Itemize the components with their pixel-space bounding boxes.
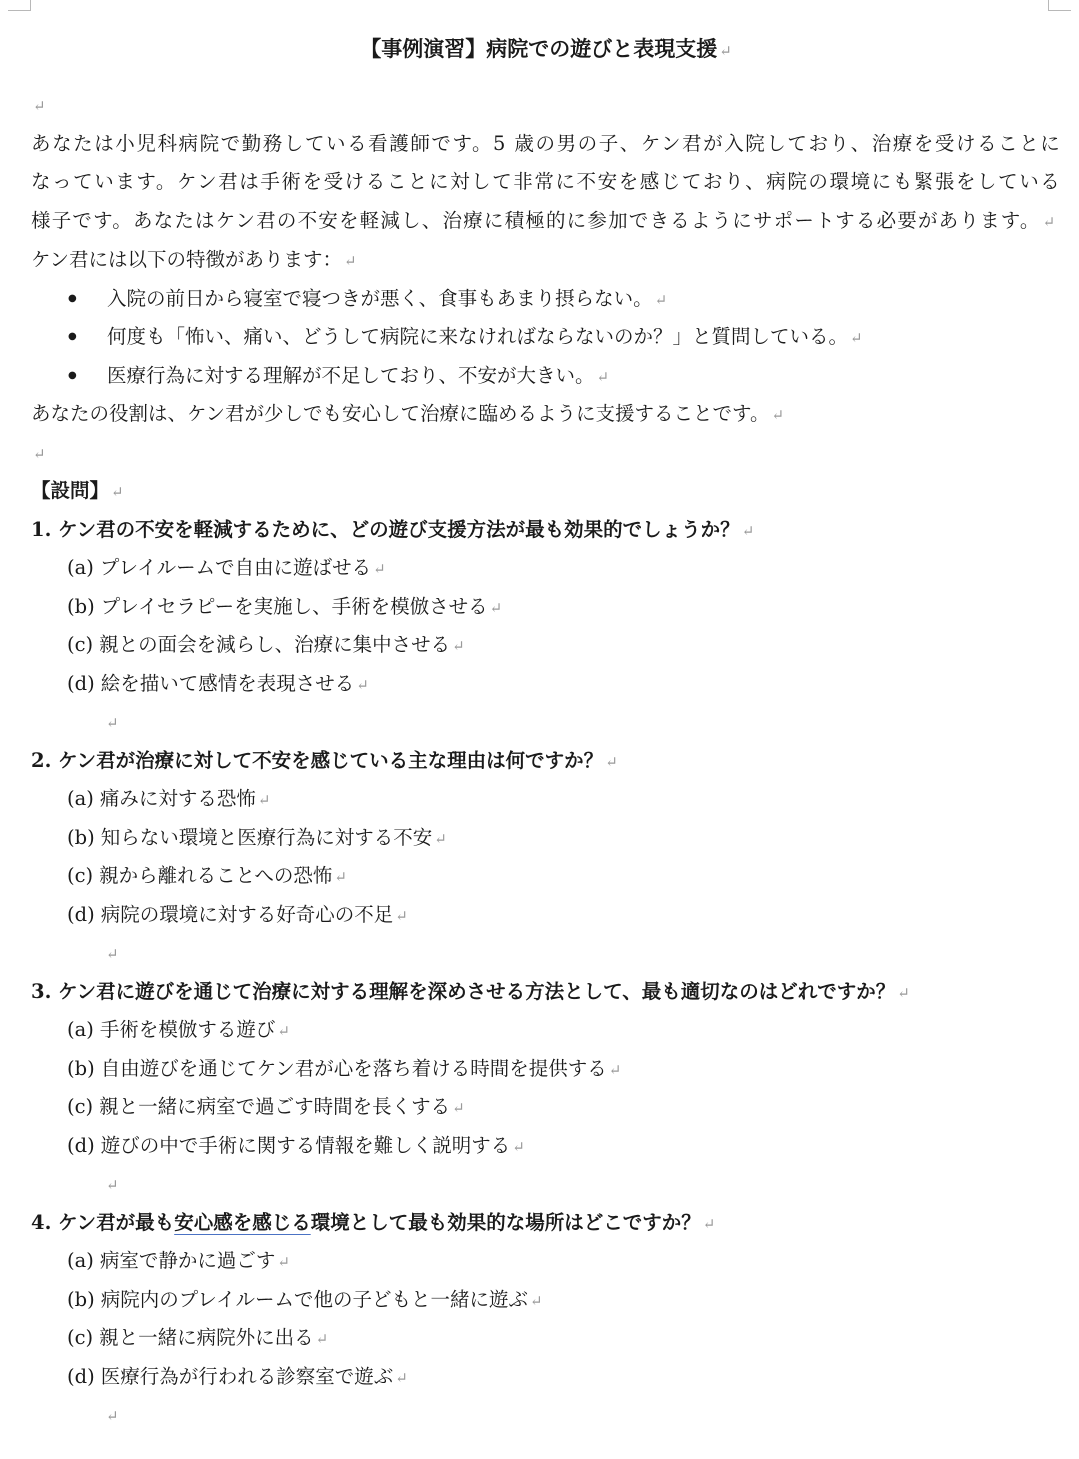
paragraph-mark-icon: ↵ [33, 444, 46, 463]
paragraph-mark-icon: ↵ [608, 1060, 622, 1079]
question-3-option-b: (b) 自由遊びを通じてケン君が心を落ち着ける時間を提供する ↵ [67, 1056, 622, 1080]
document-page [31, 28, 1061, 1435]
paragraph-mark-icon: ↵ [596, 367, 610, 386]
paragraph-mark-icon: ↵ [529, 1291, 543, 1310]
paragraph-mark-icon: ↵ [1042, 212, 1057, 231]
paragraph-mark-icon: ↵ [512, 1137, 525, 1156]
paragraph-mark-icon: ↵ [395, 906, 408, 925]
question-3-option-a: (a) 手術を模倣する遊び ↵ [67, 1018, 290, 1041]
empty-paragraph [31, 1165, 1061, 1204]
list-item: ● 医療行為に対する理解が不足しており、不安が大きい。 ↵ [31, 357, 1061, 396]
question-1: 1. ケン君の不安を軽減するために、どの遊び支援方法が最も効果的でしょうか？ ↵ [31, 517, 755, 541]
question-1-option-c: (c) 親との面会を減らし、治療に集中させる ↵ [67, 633, 465, 656]
question-2-option-d: (d) 病院の環境に対する好奇心の不足 ↵ [67, 902, 408, 926]
list-item: ● 入院の前日から寝室で寝つきが悪く、食事もあまり摂らない。 ↵ [31, 280, 1061, 319]
page-corner-mark-right [1048, 0, 1071, 11]
paragraph-mark-icon: ↵ [741, 521, 755, 540]
paragraph-mark-icon: ↵ [106, 714, 119, 732]
question-2: 2. ケン君が治療に対して不安を感じている主な理由は何ですか？ ↵ [31, 748, 618, 772]
paragraph-mark-icon: ↵ [334, 868, 347, 886]
paragraph-mark-icon: ↵ [489, 598, 503, 617]
page-corner-mark-left [8, 0, 31, 11]
empty-paragraph [31, 86, 1061, 125]
question-3-option-d: (d) 遊びの中で手術に関する情報を難しく説明する ↵ [67, 1133, 525, 1157]
question-4-option-d: (d) 医療行為が行われる診察室で遊ぶ ↵ [67, 1364, 408, 1388]
paragraph-mark-icon: ↵ [434, 829, 447, 848]
paragraph-mark-icon: ↵ [344, 252, 357, 270]
paragraph-mark-icon: ↵ [373, 560, 386, 578]
paragraph-mark-icon: ↵ [356, 675, 369, 694]
paragraph-mark-icon: ↵ [277, 1022, 290, 1040]
section-heading: 【設問】 ↵ [31, 479, 124, 502]
empty-paragraph [31, 934, 1061, 973]
question-2-option-b: (b) 知らない環境と医療行為に対する不安 ↵ [67, 825, 447, 849]
paragraph-mark-icon: ↵ [315, 1330, 329, 1348]
paragraph-mark-icon: ↵ [771, 406, 785, 424]
paragraph-mark-icon: ↵ [452, 1099, 465, 1117]
question-3: 3. ケン君に遊びを通じて治療に対する理解を深めさせる方法として、最も適切なのはどれですか？ ↵ [31, 979, 910, 1003]
question-4-option-a: (a) 病室で静かに過ごす ↵ [67, 1249, 290, 1272]
paragraph-mark-icon: ↵ [605, 752, 618, 771]
question-2-option-a: (a) 痛みに対する恐怖 ↵ [67, 787, 271, 810]
question-1-option-d: (d) 絵を描いて感情を表現させる ↵ [67, 671, 369, 695]
features-list [31, 280, 1061, 396]
role-paragraph: あなたの役割は、ケン君が少しでも安心して治療に臨めるように支援することです。 ↵ [31, 402, 785, 425]
intro-paragraph: あなたは小児科病院で勤務している看護師です。5 歳の男の子、ケン君が入院しており、治療を受けることになっています。ケン君は手術を受けることに対して非常に不安を感じており、病院の環境にも緊張をしている様子です。あなたはケン君の不安を軽減し、治療に積極的に参加できるようにサポートする必要があります。 ↵ [31, 131, 1061, 232]
paragraph-mark-icon: ↵ [897, 983, 910, 1002]
question-4: 4. ケン君が最も安心感を感じる環境として最も効果的な場所はどこですか？ ↵ [31, 1210, 716, 1234]
empty-paragraph [31, 1396, 1061, 1435]
underlined-phrase: 安心感を感じる [174, 1210, 311, 1234]
paragraph-mark-icon: ↵ [106, 1176, 119, 1194]
list-item: ● 何度も「怖い、痛い、どうして病院に来なければならないのか？」と質問している。 ↵ [31, 318, 1061, 357]
question-4-option-c: (c) 親と一緒に病院外に出る ↵ [67, 1326, 329, 1349]
paragraph-mark-icon: ↵ [277, 1253, 290, 1271]
paragraph-mark-icon: ↵ [111, 483, 124, 501]
paragraph-mark-icon: ↵ [106, 945, 119, 963]
empty-paragraph [31, 434, 1061, 473]
question-2-option-c: (c) 親から離れることへの恐怖 ↵ [67, 864, 347, 887]
question-1-option-b: (b) プレイセラピーを実施し、手術を模倣させる ↵ [67, 594, 503, 618]
empty-paragraph [31, 703, 1061, 742]
paragraph-mark-icon: ↵ [257, 791, 271, 809]
paragraph-mark-icon: ↵ [395, 1368, 408, 1387]
paragraph-mark-icon: ↵ [850, 329, 863, 347]
paragraph-mark-icon: ↵ [106, 1407, 119, 1425]
paragraph-mark-icon: ↵ [33, 97, 46, 115]
paragraph-mark-icon: ↵ [452, 637, 465, 655]
paragraph-mark-icon: ↵ [702, 1214, 716, 1233]
document-title: 【事例演習】病院での遊びと表現支援 ↵ [360, 36, 732, 61]
question-4-option-b: (b) 病院内のプレイルームで他の子どもと一緒に遊ぶ ↵ [67, 1287, 543, 1311]
question-3-option-c: (c) 親と一緒に病室で過ごす時間を長くする ↵ [67, 1095, 465, 1118]
features-lead: ケン君には以下の特徴があります： ↵ [31, 248, 357, 271]
question-1-option-a: (a) プレイルームで自由に遊ばせる ↵ [67, 556, 386, 579]
paragraph-mark-icon: ↵ [654, 290, 668, 309]
paragraph-mark-icon: ↵ [719, 42, 732, 60]
